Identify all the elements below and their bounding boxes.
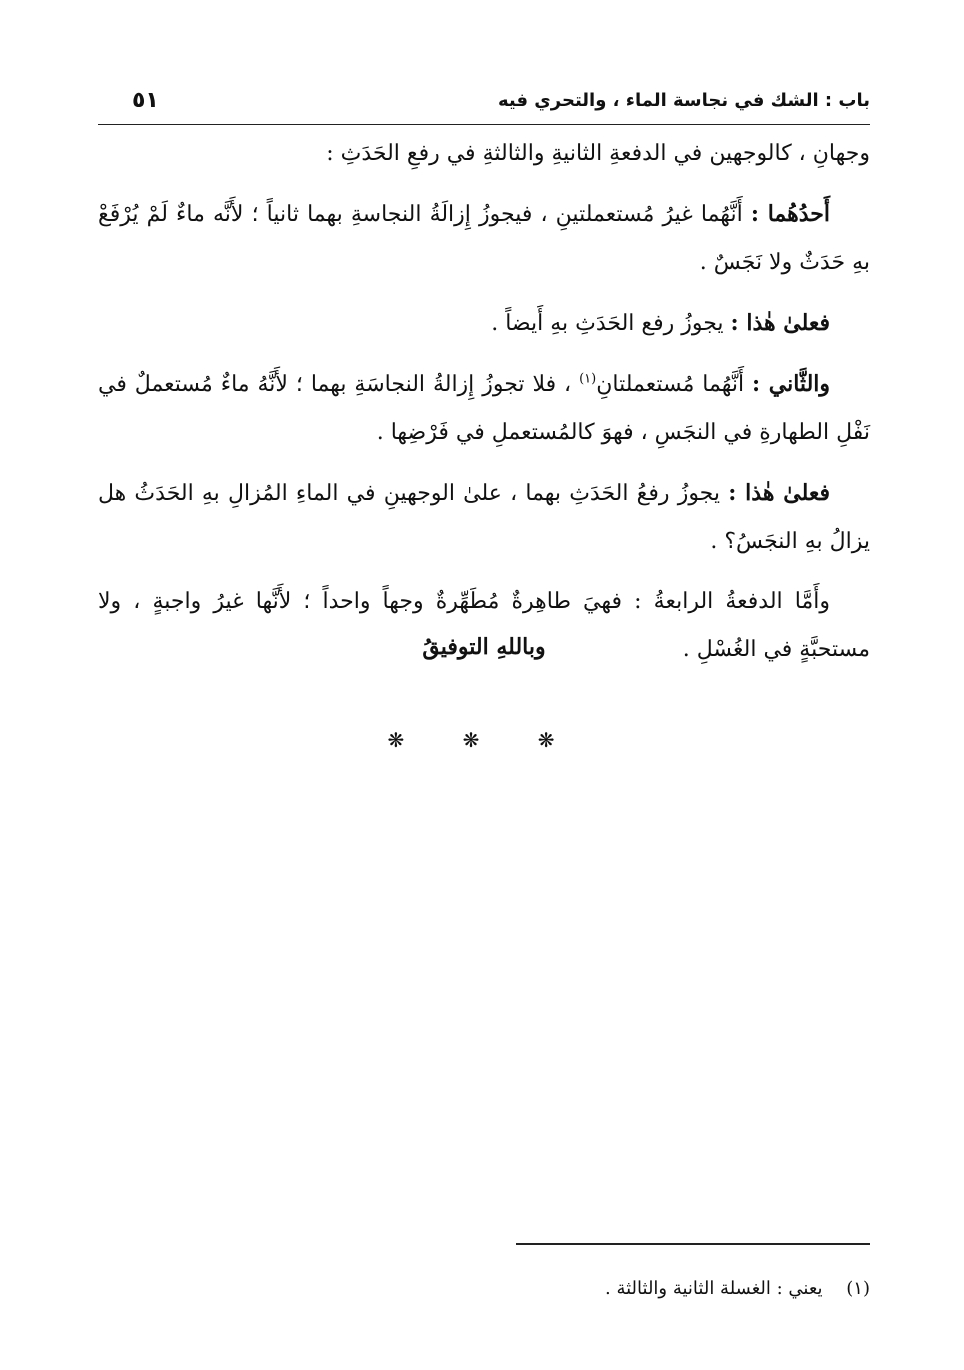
paragraph-3 <box>98 299 870 348</box>
closing-phrase: وباللهِ التوفيقُ <box>422 634 546 660</box>
footnote-rule <box>516 1243 870 1245</box>
paragraph-text-before-ref: أَنَّهُما مُستعملتانِ <box>596 372 745 397</box>
paragraph-4 <box>98 360 870 457</box>
paragraph-lead: فعلىٰ هٰذا : <box>730 310 830 336</box>
paragraph-text: ، فلا تجوزُ إِزالةُ النجاسَةِ بهما ؛ لأَنَّهُ ماءٌ مُستعملٌ في نَفْلِ الطهارةِ في النجَسِ ، فهوَ كالمُستعملِ في فَرْضِها . <box>98 372 870 445</box>
footnote <box>98 1278 870 1299</box>
paragraph-text: يجوزُ رفعُ الحَدَثِ بهما ، علىٰ الوجهينِ في الماءِ المُزالِ بهِ الحَدَثُ هل يزالُ بهِ النجَسُ؟ . <box>98 481 870 554</box>
paragraph-lead: أَحدُهُما : <box>750 201 830 227</box>
section-separator: ❋ ❋ ❋ <box>387 728 581 752</box>
paragraph-5 <box>98 469 870 566</box>
footnote-reference[interactable]: (١) <box>579 371 597 387</box>
paragraph-lead: فعلىٰ هٰذا : <box>728 480 831 506</box>
paragraph-text: أَنَّهُما غيرُ مُستعملتينِ ، فيجوزُ إِزالَةُ النجاسةِ بهما ثانياً ؛ لأَنَّه ماءٌ لَمْ يُرْفَعْ بهِ حَدَثٌ ولا نَجَسٌ . <box>98 202 870 275</box>
paragraph-1 <box>98 130 870 178</box>
page-number: ٥١ <box>132 88 159 113</box>
header-rule <box>98 124 870 125</box>
page-header <box>98 86 870 122</box>
running-title: باب : الشك في نجاسة الماء ، والتحري فيه <box>497 90 870 111</box>
footnote-text: يعني : الغسلة الثانية والثالثة . <box>605 1278 823 1299</box>
paragraph-lead: والثَّاني : <box>752 371 831 397</box>
main-text <box>98 130 870 686</box>
paragraph-text: وأَمَّا الدفعةُ الرابعةُ : فهيَ طاهِرةٌ مُطَهِّرةٌ وجهاً واحداً ؛ لأَنَّها غيرُ واجبةٍ ، ولا مستحبَّةٍ في الغُسْلِ . <box>98 589 870 662</box>
footnote-number: (١) <box>846 1278 870 1299</box>
paragraph-text: وجهانِ ، كالوجهين في الدفعةِ الثانيةِ والثالثةِ في رفعِ الحَدَثِ : <box>326 141 870 166</box>
paragraph-text: يجوزُ رفع الحَدَثِ بهِ أَيضاً . <box>491 311 724 336</box>
paragraph-2 <box>98 190 870 287</box>
